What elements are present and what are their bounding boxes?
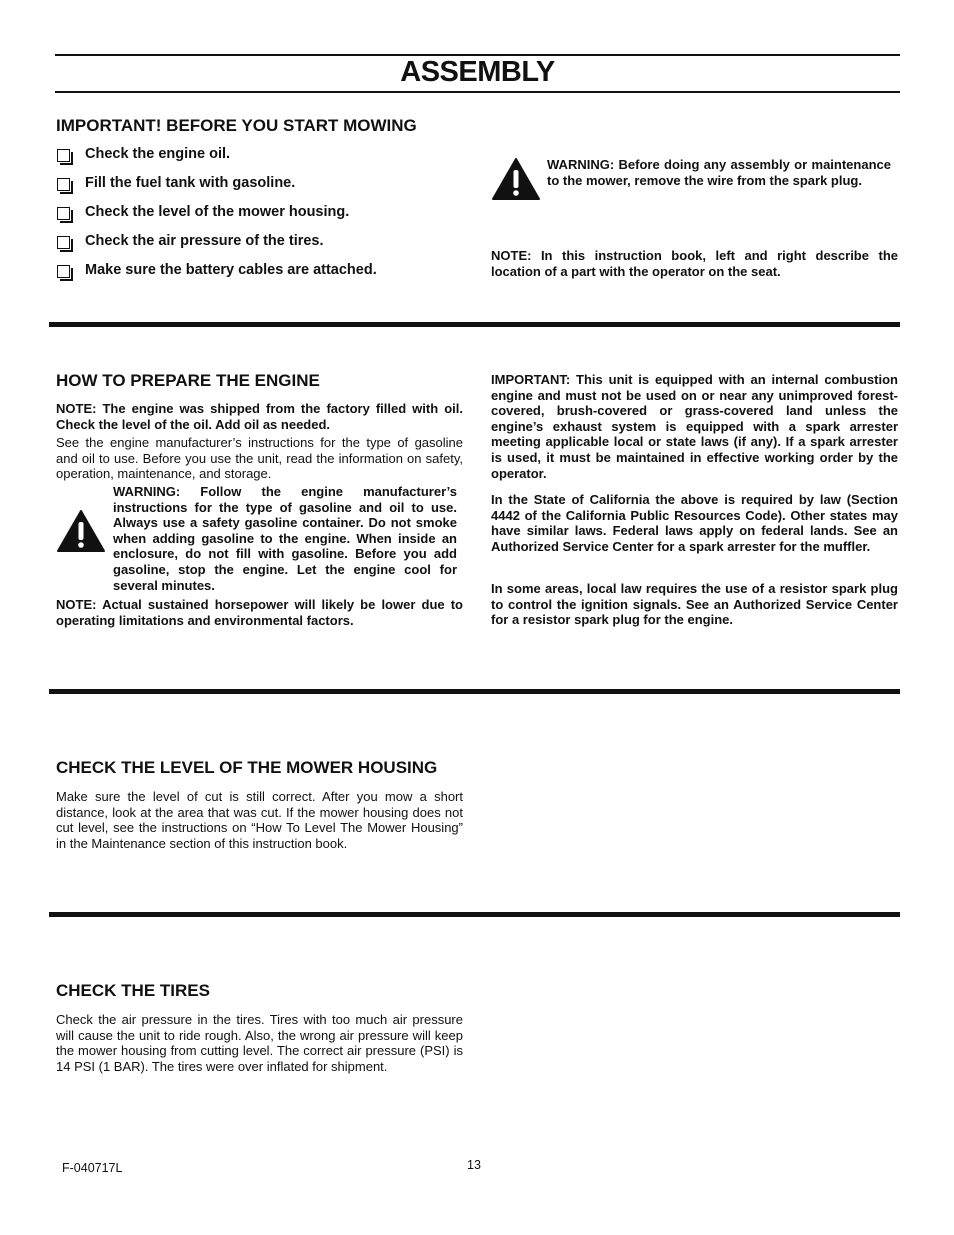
warning-triangle-icon — [56, 509, 106, 553]
section-divider — [49, 322, 900, 327]
checkbox-icon — [57, 207, 70, 220]
tires-text: Check the air pressure in the tires. Tires with too much air pressure will cause the unit to ride rough. Also, the wrong air pressure will keep the mower housing from cutting level. The correct air pressure (PSI) is 14 PSI (1 BAR). The tires were over inflated for shipment. — [56, 1012, 463, 1074]
checklist-item: Check the engine oil. — [56, 146, 377, 175]
checklist-item: Make sure the battery cables are attached. — [56, 262, 377, 291]
checklist-item: Check the air pressure of the tires. — [56, 233, 377, 262]
california-law-text: In the State of California the above is required by law (Section 4442 of the California Public Resources Code). Other states may have similar laws. Federal laws apply on federal lands. See an Authorized Service Center for a spark arrester for the muffler. — [491, 492, 898, 554]
page-number: 13 — [467, 1158, 481, 1172]
checkbox-icon — [57, 149, 70, 162]
section-heading-mower-housing: CHECK THE LEVEL OF THE MOWER HOUSING — [56, 758, 438, 777]
section-heading-prepare-engine: HOW TO PREPARE THE ENGINE — [56, 371, 320, 390]
checklist-item: Check the level of the mower housing. — [56, 204, 377, 233]
engine-instructions-text: See the engine manufacturer’s instructions for the type of gasoline and oil to use. Before you use the unit, read the information on safety, operation, maintenance, and storage. — [56, 435, 463, 482]
checkbox-icon — [57, 178, 70, 191]
spark-plug-warning: WARNING: Before doing any assembly or maintenance to the mower, remove the wire from the spark plug. — [547, 157, 891, 188]
spark-arrester-important: IMPORTANT: This unit is equipped with an internal combustion engine and must not be used on or near any unimproved forest-covered, brush-covered or grass-covered land unless the engine’s exhaust system is equipped with a spark arrester meeting applicable local or state laws (if any). If a spark arrester is used, it must be maintained in effective working order by the operator. — [491, 372, 898, 481]
horsepower-note: NOTE: Actual sustained horsepower will likely be lower due to operating limitations and environmental factors. — [56, 597, 463, 628]
gasoline-warning: WARNING: Follow the engine manufacturer’s instructions for the type of gasoline and oil to use. Always use a safety gasoline container. Do not smoke when adding gasoline to the engine. When inside an enclosure, do not fill with gasoline. Before you add gasoline, stop the engine. Let the engine cool for several minutes. — [113, 484, 457, 593]
section-heading-before-mowing: IMPORTANT! BEFORE YOU START MOWING — [56, 116, 417, 135]
warning-triangle-icon — [491, 157, 541, 201]
section-divider — [49, 912, 900, 917]
mower-housing-text: Make sure the level of cut is still correct. After you mow a short distance, look at the area that was cut. If the mower housing does not cut level, see the instructions on “How To Level The Mower Housing” in the Maintenance section of this instruction book. — [56, 789, 463, 851]
page-title: ASSEMBLY — [400, 56, 555, 88]
checklist-item: Fill the fuel tank with gasoline. — [56, 175, 377, 204]
resistor-spark-plug-text: In some areas, local law requires the use of a resistor spark plug to control the ignition signals. See an Authorized Service Center for a resistor spark plug for the engine. — [491, 581, 898, 628]
form-number: F-040717L — [62, 1161, 123, 1175]
header-bottom-rule — [55, 91, 900, 93]
checkbox-icon — [57, 265, 70, 278]
section-heading-check-tires: CHECK THE TIRES — [56, 981, 210, 1000]
left-right-note: NOTE: In this instruction book, left and right describe the location of a part with the operator on the seat. — [491, 248, 898, 279]
checkbox-icon — [57, 236, 70, 249]
oil-note: NOTE: The engine was shipped from the factory filled with oil. Check the level of the oil. Add oil as needed. — [56, 401, 463, 432]
section-divider — [49, 689, 900, 694]
pre-mowing-checklist — [56, 146, 377, 291]
